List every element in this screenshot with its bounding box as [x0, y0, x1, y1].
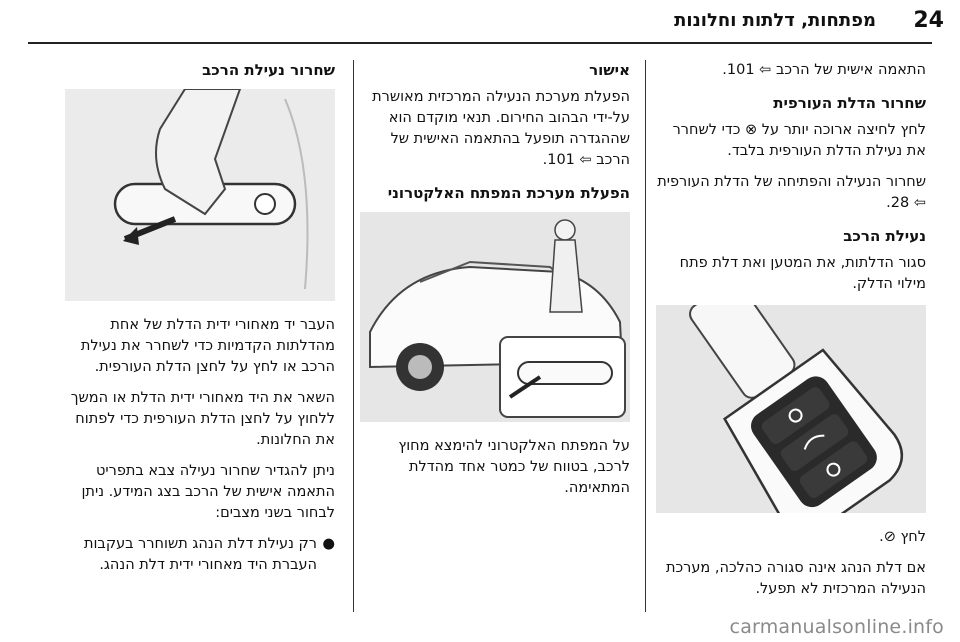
list-item-text: רק נעילת דלת הנהג תשוחרר בעקבות העברת היד מאחורי ידית דלת הנהג. [83, 536, 317, 573]
bullet-icon: ● [322, 536, 335, 552]
section-heading: הפעלת מערכת המפתח האלקטרוני [387, 184, 630, 202]
paragraph: התאמה אישית של הרכב ⇦ 101. [722, 62, 926, 78]
paragraph: על המפתח האלקטרוני להימצא מחוץ לרכב, בטווח של כמטר אחד מהדלת המתאימה. [398, 438, 630, 496]
section-heading: שחרור נעילת הרכב [202, 61, 335, 79]
paragraph: ניתן להגדיר שחרור נעילה צבא בתפריט התאמה אישית של הרכב בצג המידע. ניתן לבחור בשני מצבים: [81, 463, 335, 521]
paragraph: סגור הדלתות, את המטען ואת דלת פתח מילוי הדלק. [679, 255, 926, 292]
key-fob-illustration [656, 305, 926, 513]
paragraph: השאר את היד מאחורי ידית הדלת או המשך ללחוץ על לחצן הדלת העורפית כדי לפתוח את החלונות. [70, 390, 335, 448]
column-middle [360, 60, 630, 509]
door-handle-image [65, 89, 335, 301]
column-left [65, 60, 335, 576]
header-rule [28, 42, 932, 44]
section-heading: שחרור הדלת העורפית [773, 94, 926, 112]
page-title: מפתחות, דלתות וחלונות [674, 10, 876, 31]
section-heading: נעילת הרכב [843, 227, 926, 245]
paragraph: לחץ לחיצה ארוכה יותר על ⊗ כדי לשחרר את נעילת הדלת העורפית בלבד. [672, 122, 926, 159]
paragraph: שחרור הנעילה והפתיחה של הדלת העורפית ⇦ 28. [657, 174, 926, 211]
paragraph: לחץ ⊘. [879, 529, 926, 545]
list-item [65, 534, 335, 576]
page-number: 24 [913, 8, 944, 33]
column-divider [353, 60, 354, 612]
page-header [0, 0, 960, 44]
paragraph: אם דלת הנהג אינה סגורה כהלכה, מערכת הנעילה המרכזית לא תפעל. [665, 560, 926, 597]
column-right [656, 60, 926, 610]
section-heading: אישור [589, 61, 630, 79]
paragraph: הפעלת מערכת הנעילה המרכזית מאושרת על-ידי הבהוב החירום. תנאי מוקדם הוא שההגדרה תופעל בהתאמה האישית של הרכב ⇦ 101. [372, 89, 630, 168]
car-keyless-image [360, 212, 630, 422]
car-keyless-illustration [360, 212, 630, 422]
paragraph: העבר יד מאחורי ידית הדלת של אחת מהדלתות הקדמיות כדי לשחרר את נעילת הרכב או לחץ על לחצן הדלת העורפית. [80, 317, 335, 375]
door-handle-illustration [65, 89, 335, 301]
column-divider [645, 60, 646, 612]
key-fob-image [656, 305, 926, 513]
watermark: carmanualsonline.info [729, 616, 944, 638]
